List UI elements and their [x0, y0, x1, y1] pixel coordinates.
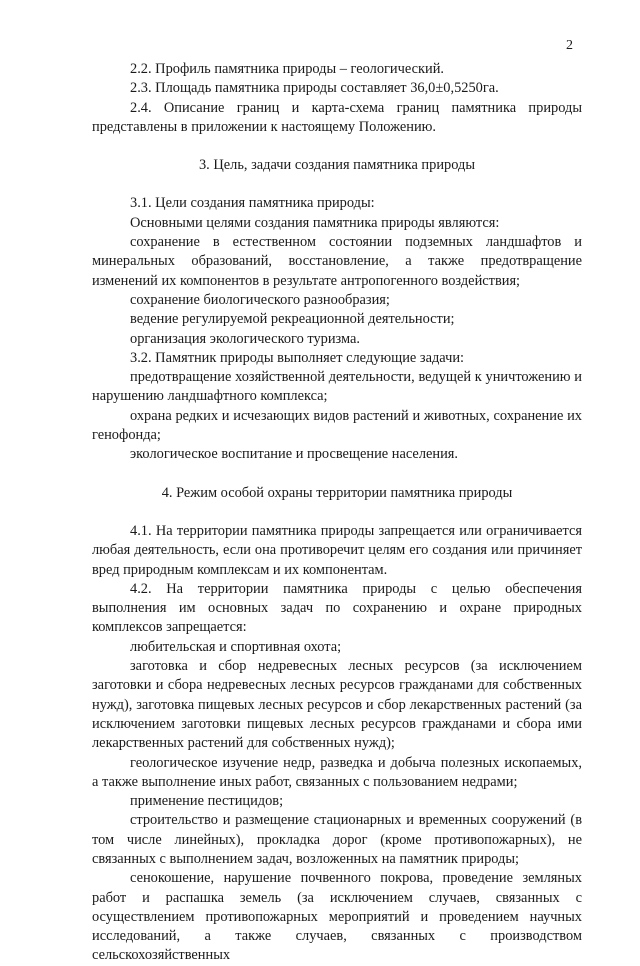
- task-item: предотвращение хозяйственной деятельности, ведущей к уничтожению и нарушению ландшафтного комплекса;: [92, 369, 582, 405]
- prohibition-item: сенокошение, нарушение почвенного покрова, проведение земляных работ и распашка земель (за исключением случаев, связанных с осуществлением противопожарных мероприятий и проведением научных исследований, а также случаев, связанных с производством сельскохозяйственных: [92, 870, 582, 964]
- goals-intro: Основными целями создания памятника природы являются:: [130, 214, 500, 231]
- prohibition-item: любительская и спортивная охота;: [130, 638, 342, 655]
- paragraph-2-2: 2.2. Профиль памятника природы – геологический.: [130, 61, 445, 77]
- paragraph-2-4: 2.4. Описание границ и карта-схема границ памятника природы представлены в приложении к настоящему Положению.: [92, 99, 582, 135]
- paragraph-2-3: 2.3. Площадь памятника природы составляет 36,0±0,5250га.: [130, 80, 499, 97]
- paragraph-4-2: 4.2. На территории памятника природы с целью обеспечения выполнения им основных задач по сохранению и охране природных комплексов запрещается:: [92, 580, 582, 636]
- prohibition-item: заготовка и сбор недревесных лесных ресурсов (за исключением заготовки и сбора недревесных лесных ресурсов гражданами для собственных нужд), заготовка пищевых лесных ресурсов и сбор лекарственных растений (за исключением заготовки пищевых лесных ресурсов гражданами и сбора ими лекарственных растений для собственных нужд);: [92, 658, 582, 752]
- goal-item: ведение регулируемой рекреационной деятельности;: [130, 311, 455, 328]
- task-item: экологическое воспитание и просвещение населения.: [130, 446, 459, 463]
- goal-item: сохранение биологического разнообразия;: [130, 291, 390, 308]
- prohibition-item: применение пестицидов;: [130, 793, 284, 810]
- paragraph-3-2: 3.2. Памятник природы выполняет следующие задачи:: [130, 349, 465, 366]
- page-number: 2: [566, 38, 573, 53]
- goal-item: организация экологического туризма.: [130, 330, 361, 347]
- paragraph-3-1: 3.1. Цели создания памятника природы:: [130, 195, 375, 212]
- section-3-heading: 3. Цель, задачи создания памятника природы: [198, 157, 475, 174]
- goal-item: сохранение в естественном состоянии подземных ландшафтов и минеральных образований, восстановление, а также предотвращение изменений их компонентов в результате антропогенного воздействия;: [92, 234, 582, 289]
- section-4-heading: 4. Режим особой охраны территории памятника природы: [161, 484, 513, 501]
- paragraph-4-1: 4.1. На территории памятника природы запрещается или ограничивается любая деятельность, если она противоречит целям его создания или причиняет вред природным комплексам и их компонентам.: [92, 522, 582, 578]
- prohibition-item: строительство и размещение стационарных и временных сооружений (в том числе линейных), прокладка дорог (кроме противопожарных), не связанных с выполнением задач, возложенных на памятник природы;: [92, 812, 582, 867]
- task-item: охрана редких и исчезающих видов растений и животных, сохранение их генофонда;: [92, 407, 582, 444]
- prohibition-item: геологическое изучение недр, разведка и добыча полезных ископаемых, а также выполнение иных работ, связанных с пользованием недрами;: [92, 754, 582, 790]
- document-body: [92, 60, 582, 966]
